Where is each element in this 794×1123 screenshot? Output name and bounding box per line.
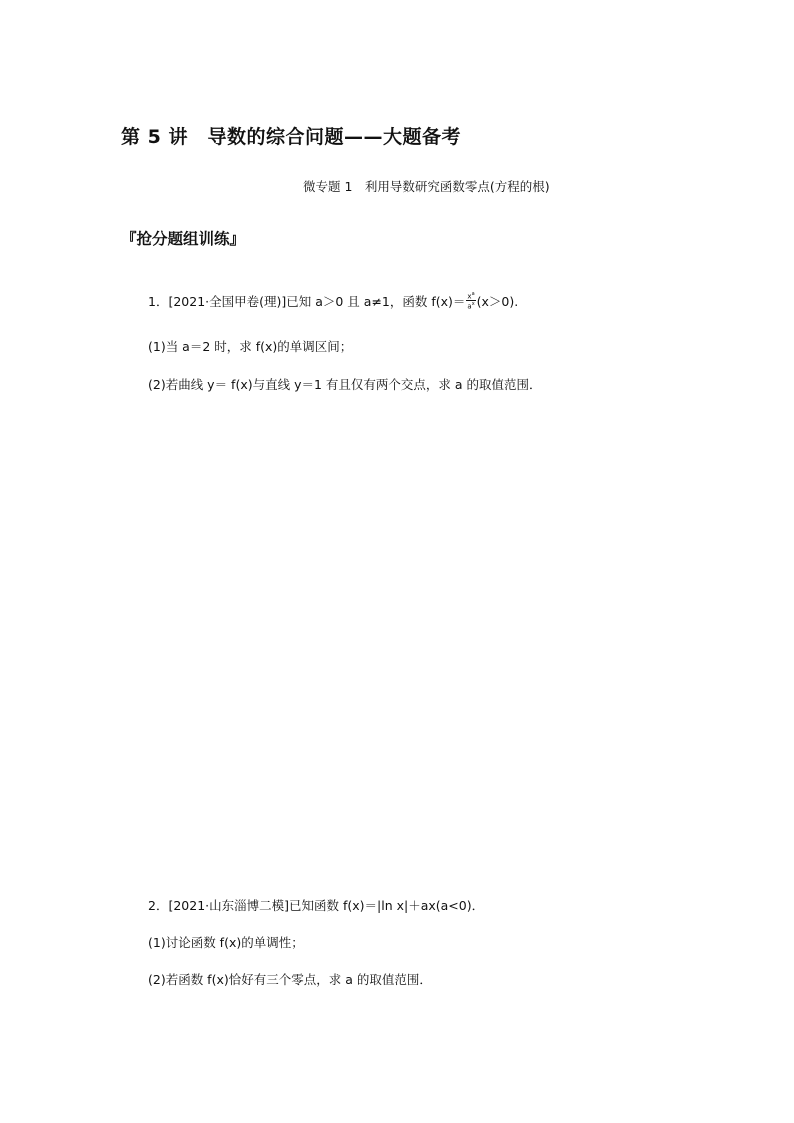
question-2-part-1: (1)讨论函数 f(x)的单调性； [148,935,304,950]
topic-subtitle: 微专题 1 利用导数研究函数零点(方程的根) [303,179,550,194]
question-2-stem: 2．[2021·山东淄博二模]已知函数 f(x)＝|ln x|＋ax(a<0)． [148,898,485,913]
question-1-part-2: (2)若曲线 y＝ f(x)与直线 y＝1 有且仅有两个交点，求 a 的取值范围． [148,377,542,392]
fraction-denominator: $a^x$ [467,301,475,311]
function-fraction [466,291,475,311]
question-1-stem-text: 1．[2021·全国甲卷(理)]已知 a＞0 且 a≠1，函数 f(x)＝ [148,294,466,309]
question-2-part-2: (2)若函数 f(x)恰好有三个零点，求 a 的取值范围． [148,972,432,987]
question-1-domain: (x＞0). [476,294,519,309]
question-1-stem [148,292,518,312]
lecture-title: 第 5 讲 导数的综合问题——大题备考 [121,126,461,148]
section-heading: 『抢分题组训练』 [121,230,246,248]
question-1-part-1: (1)当 a＝2 时，求 f(x)的单调区间； [148,339,353,354]
fraction-numerator: $x^a$ [467,290,475,300]
